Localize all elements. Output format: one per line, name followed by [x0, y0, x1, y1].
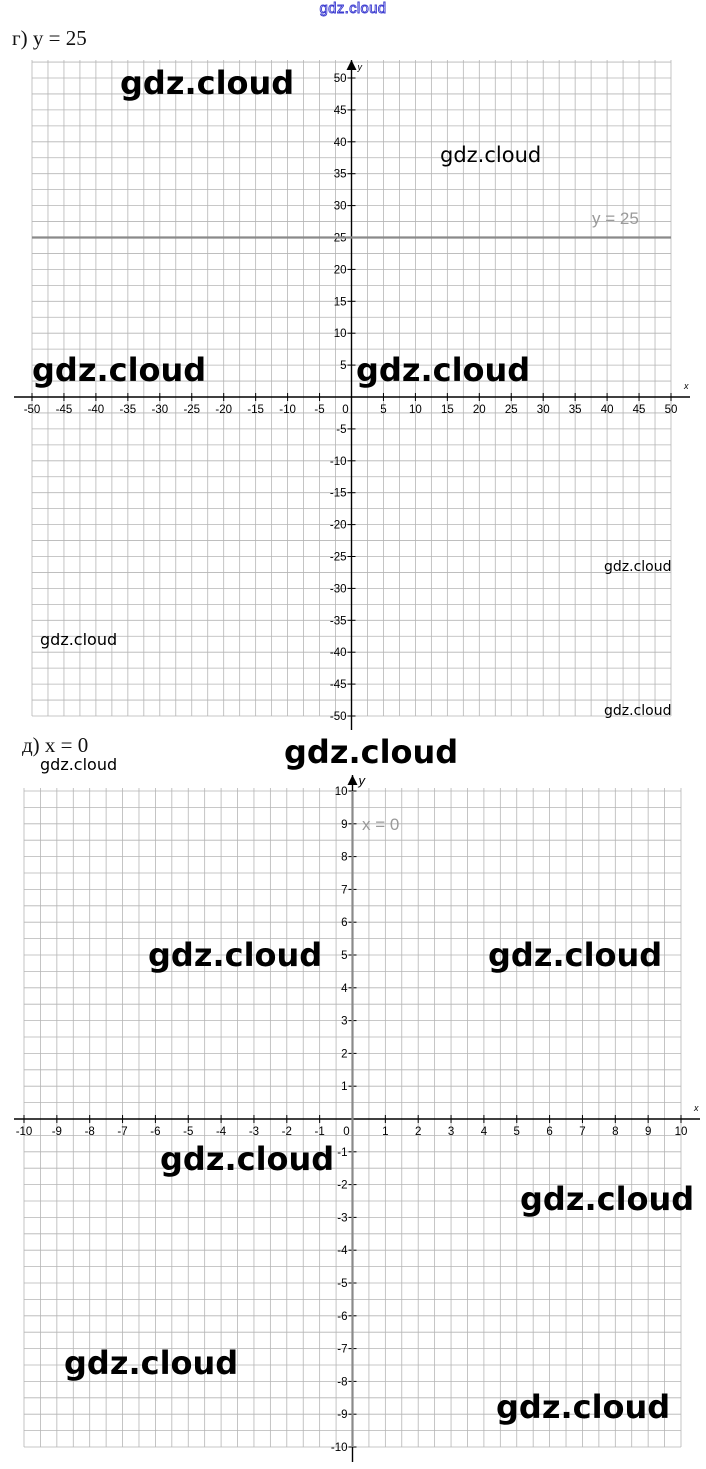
- watermark-text: gdz.cloud: [440, 143, 542, 167]
- x-axis-label: x: [684, 381, 689, 391]
- x-tick-label: 20: [472, 404, 486, 416]
- x-tick-label: -9: [51, 1126, 62, 1138]
- x-tick-label: -35: [119, 404, 137, 416]
- x-axis-label: x: [694, 1103, 699, 1113]
- x-tick-label: 2: [414, 1126, 422, 1138]
- y-tick-label: 45: [333, 104, 347, 117]
- watermark-text: gdz.cloud: [40, 755, 118, 774]
- y-tick-label: 2: [341, 1048, 348, 1061]
- y-tick-label: 4: [341, 982, 348, 995]
- y-tick-label: -8: [337, 1376, 348, 1389]
- watermark-text: gdz.cloud: [40, 630, 118, 649]
- y-tick-label: 7: [341, 884, 348, 897]
- x-tick-label: 1: [382, 1126, 389, 1138]
- y-axis-label: y: [357, 62, 362, 72]
- x-tick-label: -6: [150, 1126, 161, 1138]
- watermark-text: gdz.cloud: [148, 936, 323, 974]
- x-tick-label: 5: [380, 404, 387, 416]
- y-axis-label: y: [358, 773, 365, 788]
- chart1-heading: г) у = 25: [12, 26, 87, 50]
- x-tick-label: 40: [600, 404, 614, 416]
- x-tick-label: -30: [151, 404, 169, 416]
- y-tick-label: 3: [341, 1015, 348, 1028]
- x-tick-label: -3: [248, 1126, 260, 1138]
- x-tick-label: -2: [281, 1126, 292, 1138]
- watermark-text: gdz.cloud: [520, 1180, 695, 1218]
- y-tick-label: -10: [330, 1442, 348, 1454]
- y-tick-label: -20: [329, 519, 347, 532]
- y-tick-label: -9: [337, 1409, 348, 1422]
- x-tick-label: -10: [279, 404, 296, 416]
- x-tick-label: -40: [87, 404, 105, 416]
- x-tick-label: 6: [546, 1126, 553, 1138]
- x-tick-label: 10: [409, 404, 422, 416]
- watermark-text: gdz.cloud: [488, 936, 663, 974]
- y-tick-label: -25: [329, 551, 347, 564]
- x-tick-label: 8: [612, 1126, 619, 1138]
- y-tick-label: 15: [333, 296, 347, 309]
- series-label: y = 25: [592, 209, 639, 228]
- y-tick-label: -7: [337, 1343, 348, 1356]
- top-watermark: gdz.cloud: [319, 0, 387, 17]
- x-tick-label: 0: [342, 404, 349, 416]
- y-tick-label: 10: [333, 328, 347, 341]
- watermark-text: gdz.cloud: [604, 703, 672, 719]
- x-tick-label: 25: [504, 404, 518, 416]
- x-tick-label: -8: [84, 1126, 95, 1138]
- y-tick-label: 6: [341, 917, 348, 930]
- y-tick-label: -5: [336, 423, 347, 436]
- series-label: x = 0: [362, 815, 400, 834]
- y-tick-label: 20: [333, 264, 347, 277]
- x-tick-label: 15: [440, 404, 454, 416]
- watermark-text: gdz.cloud: [604, 559, 672, 575]
- x-tick-label: 5: [513, 1126, 520, 1138]
- y-axis-arrow: [348, 775, 358, 785]
- x-tick-label: 30: [536, 404, 550, 416]
- y-tick-label: -1: [337, 1146, 348, 1159]
- x-tick-label: -45: [55, 404, 73, 416]
- x-tick-label: 9: [644, 1126, 652, 1138]
- watermark-text: gdz.cloud: [496, 1388, 671, 1426]
- y-tick-label: 25: [333, 232, 347, 245]
- x-tick-label: 7: [579, 1126, 586, 1138]
- y-tick-label: 8: [341, 851, 348, 864]
- x-tick-label: 3: [447, 1126, 455, 1138]
- y-tick-label: -30: [329, 583, 347, 596]
- x-tick-label: -7: [117, 1126, 128, 1138]
- y-tick-label: -50: [329, 711, 347, 723]
- watermark-text: gdz.cloud: [284, 733, 459, 771]
- x-tick-label: -15: [247, 404, 264, 416]
- y-tick-label: -10: [329, 455, 347, 468]
- chart2-heading: д) х = 0: [22, 733, 89, 757]
- y-tick-label: -35: [329, 615, 347, 628]
- x-tick-label: -50: [23, 404, 41, 416]
- x-tick-label: -25: [183, 404, 201, 416]
- y-tick-label: 1: [341, 1081, 348, 1094]
- y-tick-label: -6: [337, 1310, 348, 1323]
- x-tick-label: 4: [480, 1126, 488, 1138]
- y-tick-label: 40: [333, 136, 347, 149]
- y-tick-label: 35: [333, 168, 347, 181]
- x-tick-label: 50: [664, 404, 678, 416]
- watermark-text: gdz.cloud: [64, 1344, 239, 1382]
- x-tick-label: 35: [568, 404, 582, 416]
- x-tick-label: 45: [632, 404, 646, 416]
- y-tick-label: 30: [333, 200, 347, 213]
- y-tick-label: -45: [329, 679, 347, 692]
- watermark-text: gdz.cloud: [120, 64, 295, 102]
- x-tick-label: -20: [215, 404, 233, 416]
- watermark-text: gdz.cloud: [160, 1140, 335, 1178]
- y-tick-label: 5: [341, 950, 348, 962]
- y-tick-label: -15: [329, 487, 347, 500]
- x-tick-label: -10: [15, 1126, 33, 1138]
- x-tick-label: -1: [314, 1126, 325, 1138]
- watermark-text: gdz.cloud: [32, 351, 207, 389]
- watermark-text: gdz.cloud: [356, 351, 531, 389]
- y-tick-label: -5: [337, 1278, 348, 1290]
- y-tick-label: 50: [333, 73, 347, 85]
- x-tick-label: -4: [215, 1126, 227, 1138]
- x-tick-label: -5: [314, 404, 325, 416]
- y-tick-label: -40: [329, 647, 347, 660]
- y-tick-label: -4: [337, 1245, 348, 1258]
- y-tick-label: 5: [340, 360, 347, 373]
- x-tick-label: 10: [674, 1126, 688, 1138]
- y-tick-label: -2: [337, 1179, 348, 1192]
- y-tick-label: -3: [337, 1212, 348, 1225]
- x-tick-label: 0: [343, 1126, 350, 1138]
- y-tick-label: 10: [334, 786, 348, 798]
- x-tick-label: -5: [183, 1126, 194, 1138]
- y-tick-label: 9: [341, 818, 348, 831]
